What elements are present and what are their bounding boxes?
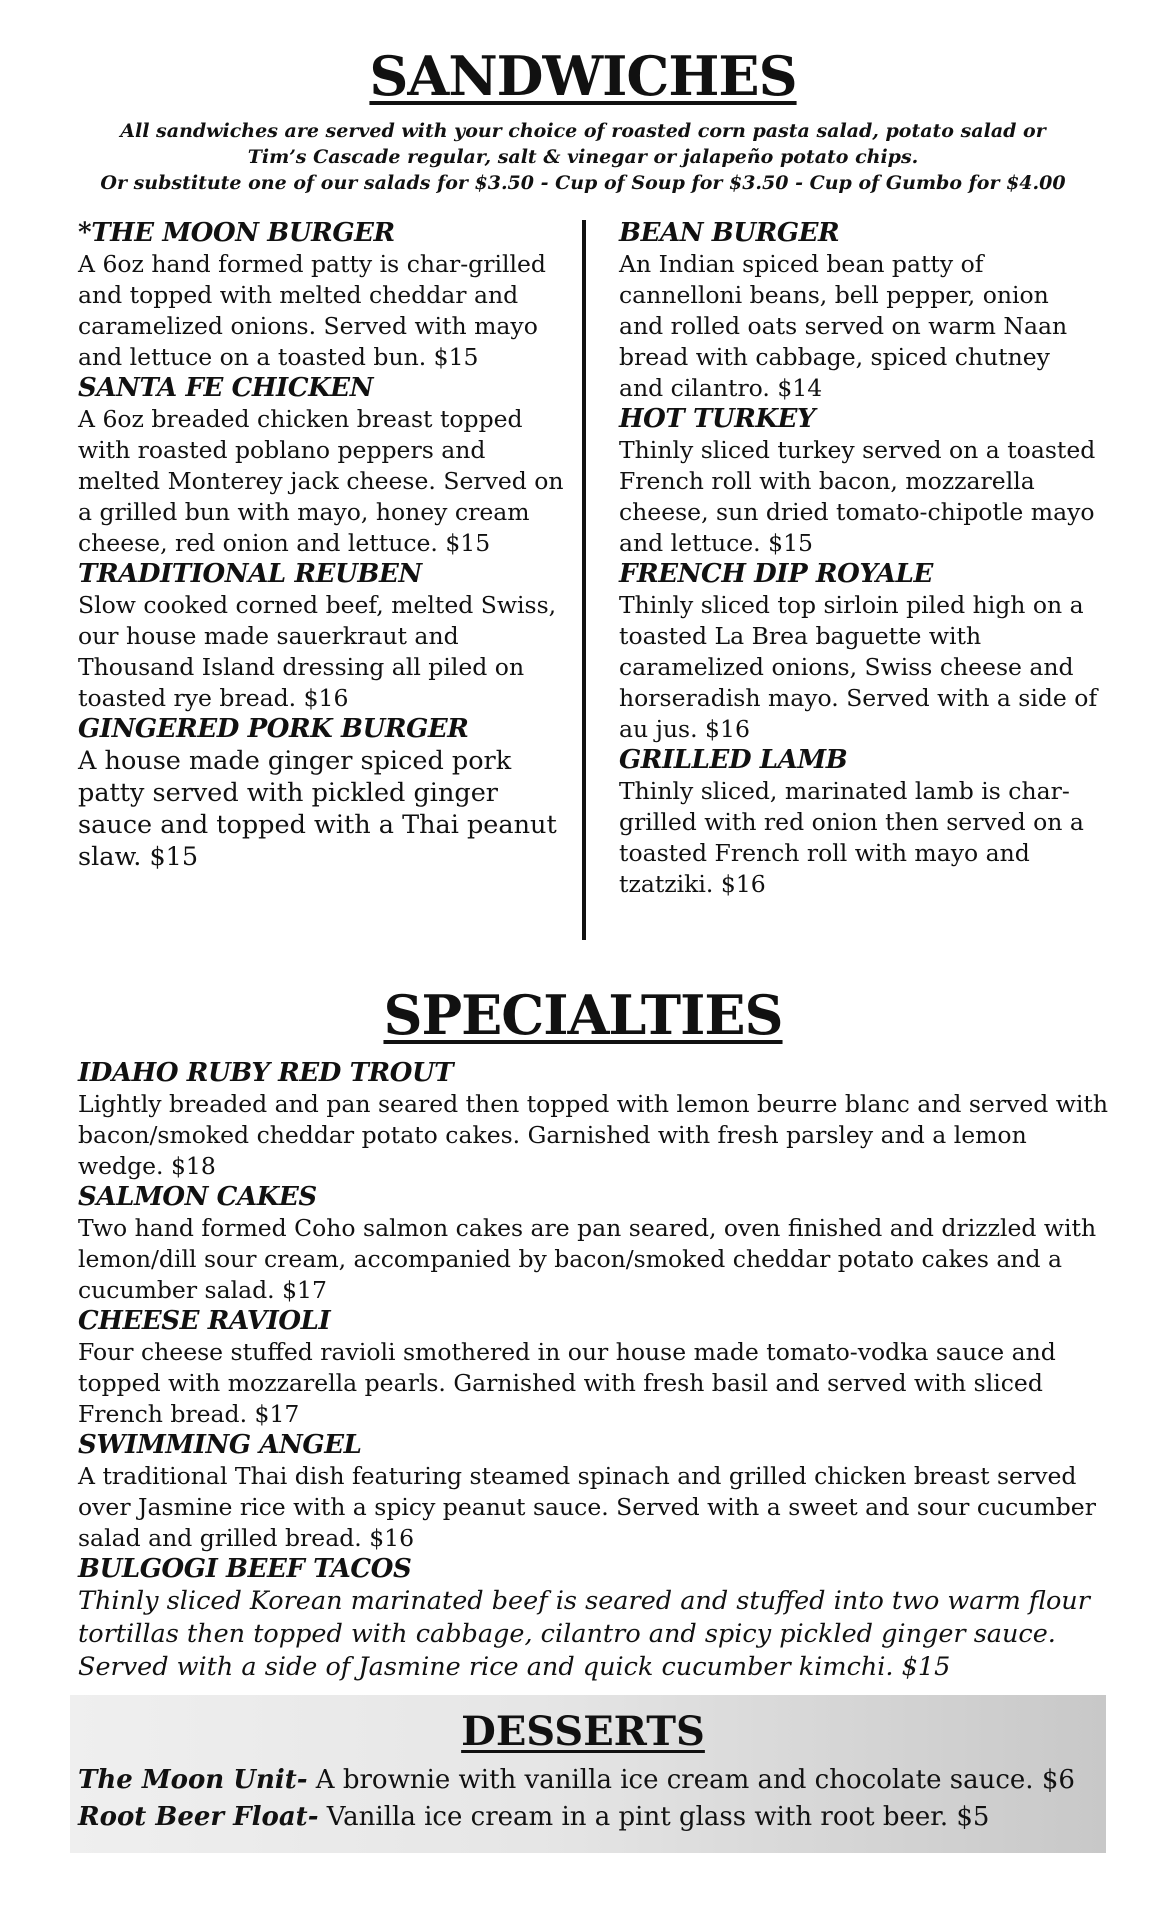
item-name: *THE MOON BURGER bbox=[78, 218, 395, 248]
menu-item bbox=[78, 1182, 1108, 1306]
menu-item bbox=[78, 218, 568, 373]
item-name: HOT TURKEY bbox=[619, 404, 816, 434]
item-description: Two hand formed Coho salmon cakes are pan seared, oven finished and drizzled with lemon/dill sour cream, accompanied by bacon/smoked cheddar potato cakes and a cucumber salad. $17 bbox=[78, 1214, 1097, 1304]
dessert-item bbox=[78, 1762, 1108, 1798]
menu-item bbox=[78, 373, 568, 559]
item-name: FRENCH DIP ROYALE bbox=[619, 559, 933, 589]
item-description: Thinly sliced turkey served on a toasted French roll with bacon, mozzarella cheese, sun dried tomato-chipotle mayo and lettuce. $15 bbox=[619, 436, 1096, 557]
intro-line: Or substitute one of our salads for $3.50 - Cup of Soup for $3.50 - Cup of Gumbo for $4.00 bbox=[100, 172, 1066, 194]
item-name: BEAN BURGER bbox=[619, 218, 840, 248]
item-description: An Indian spiced bean patty of cannelloni beans, bell pepper, onion and rolled oats served on warm Naan bread with cabbage, spiced chutney and cilantro. $14 bbox=[619, 250, 1068, 402]
sandwiches-right-column bbox=[619, 218, 1099, 900]
item-name: GINGERED PORK BURGER bbox=[78, 714, 469, 744]
sandwiches-left-column bbox=[78, 218, 568, 873]
item-description: A traditional Thai dish featuring steamed spinach and grilled chicken breast served over Jasmine rice with a spicy peanut sauce. Served with a sweet and sour cucumber salad and grilled bread. $16 bbox=[78, 1462, 1096, 1552]
sandwiches-heading: SANDWICHES bbox=[369, 44, 797, 108]
item-name: SALMON CAKES bbox=[78, 1182, 317, 1212]
item-description: Thinly sliced top sirloin piled high on a toasted La Brea baguette with caramelized onions, Swiss cheese and horseradish mayo. Served with a side of au jus. $16 bbox=[619, 591, 1098, 743]
item-name: BULGOGI BEEF TACOS bbox=[78, 1554, 412, 1584]
menu-item bbox=[78, 1430, 1108, 1554]
menu-item bbox=[78, 1554, 1108, 1684]
item-description: A 6oz breaded chicken breast topped with roasted poblano peppers and melted Monterey jack cheese. Served on a grilled bun with mayo, honey cream cheese, red onion and lettuce. $15 bbox=[78, 405, 564, 557]
item-name: CHEESE RAVIOLI bbox=[78, 1306, 331, 1336]
desserts-heading: DESSERTS bbox=[461, 1708, 705, 1755]
dessert-description: A brownie with vanilla ice cream and chocolate sauce. $6 bbox=[307, 1765, 1075, 1795]
item-description: A 6oz hand formed patty is char-grilled and topped with melted cheddar and caramelized onions. Served with mayo and lettuce on a toasted bun. $15 bbox=[78, 250, 546, 371]
item-name: SWIMMING ANGEL bbox=[78, 1430, 362, 1460]
menu-item bbox=[78, 714, 568, 873]
intro-line: Tim’s Cascade regular, salt & vinegar or jalapeño potato chips. bbox=[247, 146, 919, 168]
item-description: Lightly breaded and pan seared then topped with lemon beurre blanc and served with bacon/smoked cheddar potato cakes. Garnished with fresh parsley and a lemon wedge. $18 bbox=[78, 1090, 1108, 1180]
dessert-name: Root Beer Float- bbox=[78, 1802, 319, 1832]
item-name: SANTA FE CHICKEN bbox=[78, 373, 374, 403]
item-description: Slow cooked corned beef, melted Swiss, our house made sauerkraut and Thousand Island dressing all piled on toasted rye bread. $16 bbox=[78, 591, 557, 712]
column-divider bbox=[582, 220, 586, 940]
menu-item bbox=[619, 559, 1099, 745]
menu-item bbox=[78, 559, 568, 714]
dessert-name: The Moon Unit- bbox=[78, 1765, 308, 1795]
item-description: Thinly sliced Korean marinated beef is seared and stuffed into two warm flour tortillas then topped with cabbage, cilantro and spicy pickled ginger sauce. Served with a side of Jasmine rice and quick cucumber kimchi. $15 bbox=[78, 1586, 1090, 1682]
item-name: IDAHO RUBY RED TROUT bbox=[78, 1058, 454, 1088]
specialties-list bbox=[78, 1058, 1108, 1684]
dessert-item bbox=[78, 1799, 1108, 1835]
sandwiches-intro bbox=[0, 118, 1166, 196]
item-name: GRILLED LAMB bbox=[619, 745, 848, 775]
item-name: TRADITIONAL REUBEN bbox=[78, 559, 422, 589]
item-description: A house made ginger spiced pork patty served with pickled ginger sauce and topped with a Thai peanut slaw. $15 bbox=[78, 746, 557, 872]
menu-item bbox=[78, 1058, 1108, 1182]
menu-item bbox=[619, 404, 1099, 559]
menu-item bbox=[619, 218, 1099, 404]
menu-item bbox=[619, 745, 1099, 900]
dessert-description: Vanilla ice cream in a pint glass with root beer. $5 bbox=[318, 1802, 990, 1832]
intro-line: All sandwiches are served with your choice of roasted corn pasta salad, potato salad or bbox=[120, 120, 1046, 142]
specialties-heading: SPECIALTIES bbox=[383, 983, 783, 1047]
menu-item bbox=[78, 1306, 1108, 1430]
item-description: Thinly sliced, marinated lamb is char-grilled with red onion then served on a toasted French roll with mayo and tzatziki. $16 bbox=[619, 777, 1084, 898]
item-description: Four cheese stuffed ravioli smothered in our house made tomato-vodka sauce and topped with mozzarella pearls. Garnished with fresh basil and served with sliced French bread. $17 bbox=[78, 1338, 1056, 1428]
